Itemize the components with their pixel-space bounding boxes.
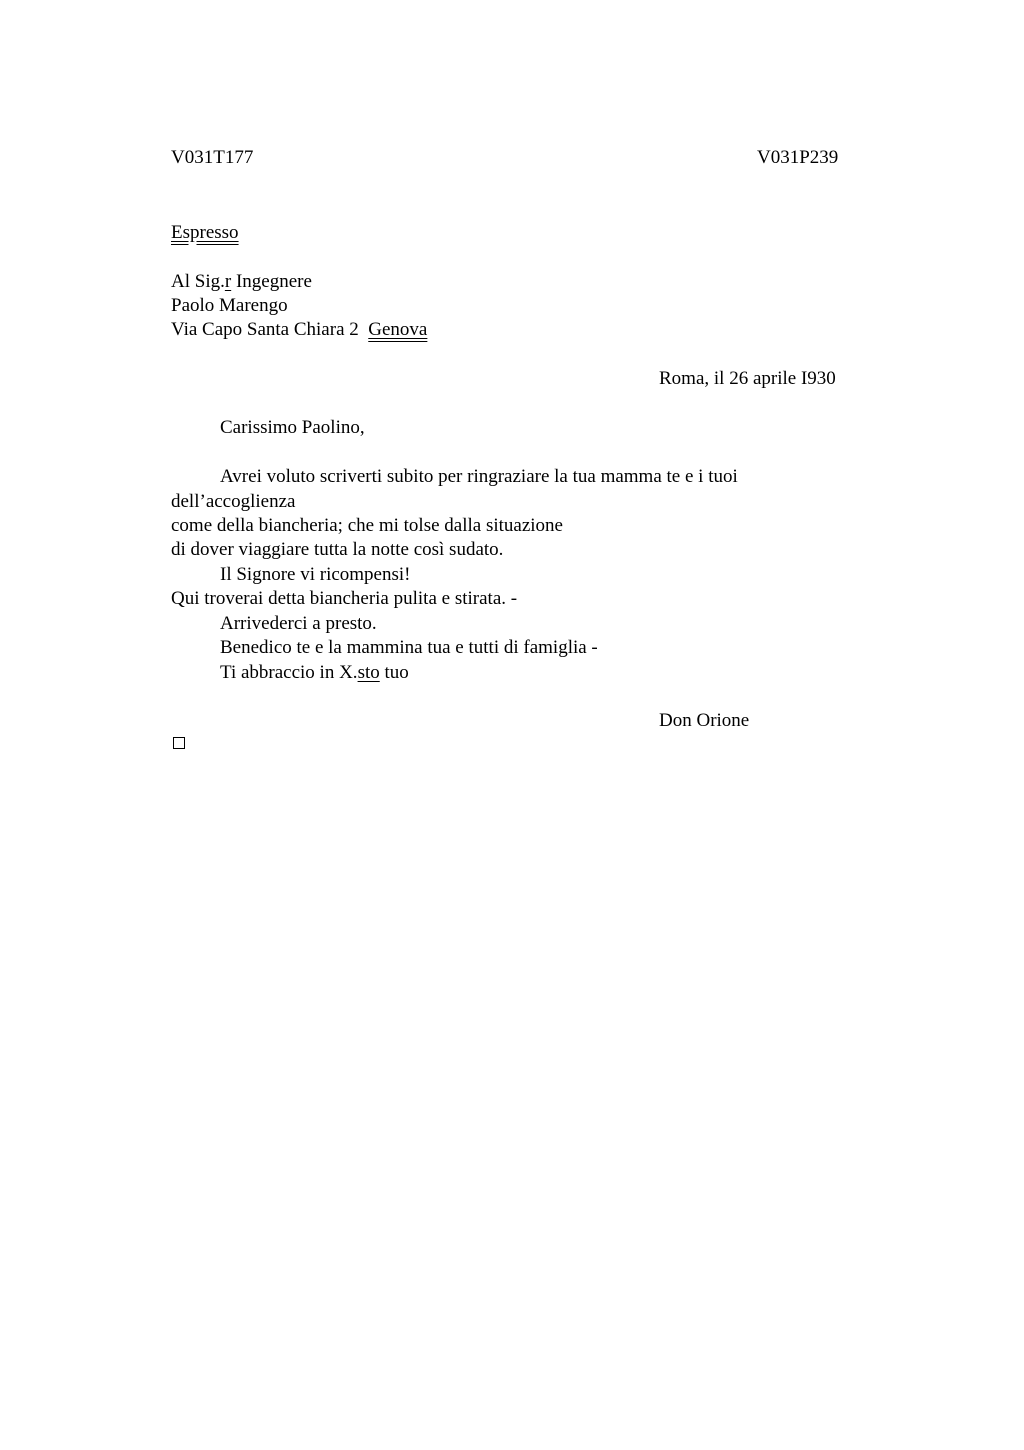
recipient-title [171, 270, 312, 294]
greeting: Carissimo Paolino, [220, 417, 365, 438]
closing-abbr: sto [357, 662, 380, 683]
delivery-label: Espresso [171, 222, 239, 243]
checkbox-icon [173, 737, 185, 749]
closing-prefix: Ti abbraccio in X. [220, 662, 358, 683]
recipient-title-suffix: Ingegnere [231, 271, 312, 292]
body-line-2: dell’accoglienza [171, 491, 296, 512]
place-date: Roma, il 26 aprile I930 [659, 368, 836, 389]
document-code-right: V031P239 [757, 147, 839, 168]
document-code-left: V031T177 [171, 147, 254, 168]
recipient-city: Genova [368, 319, 428, 340]
body-line-4: di dover viaggiare tutta la notte così sudato. [171, 539, 504, 560]
closing [220, 661, 409, 685]
recipient-name: Paolo Marengo [171, 295, 288, 316]
body-line-7: Arrivederci a presto. [220, 613, 377, 634]
recipient-title-abbr: r [224, 271, 232, 292]
body-line-5: Il Signore vi ricompensi! [220, 564, 411, 585]
body-line-3: come della biancheria; che mi tolse dalla situazione [171, 515, 563, 536]
delivery-type [171, 221, 239, 245]
signature: Don Orione [659, 710, 750, 731]
recipient-address [171, 318, 427, 342]
body-line-6: Qui troverai detta biancheria pulita e stirata. - [171, 588, 518, 609]
recipient-title-prefix: Al Sig. [171, 271, 225, 292]
body-line-8: Benedico te e la mammina tua e tutti di famiglia - [220, 637, 598, 658]
body-line-1: Avrei voluto scriverti subito per ringraziare la tua mamma te e i tuoi [220, 466, 738, 487]
closing-suffix: tuo [379, 662, 409, 683]
recipient-street: Via Capo Santa Chiara 2 [171, 319, 369, 340]
